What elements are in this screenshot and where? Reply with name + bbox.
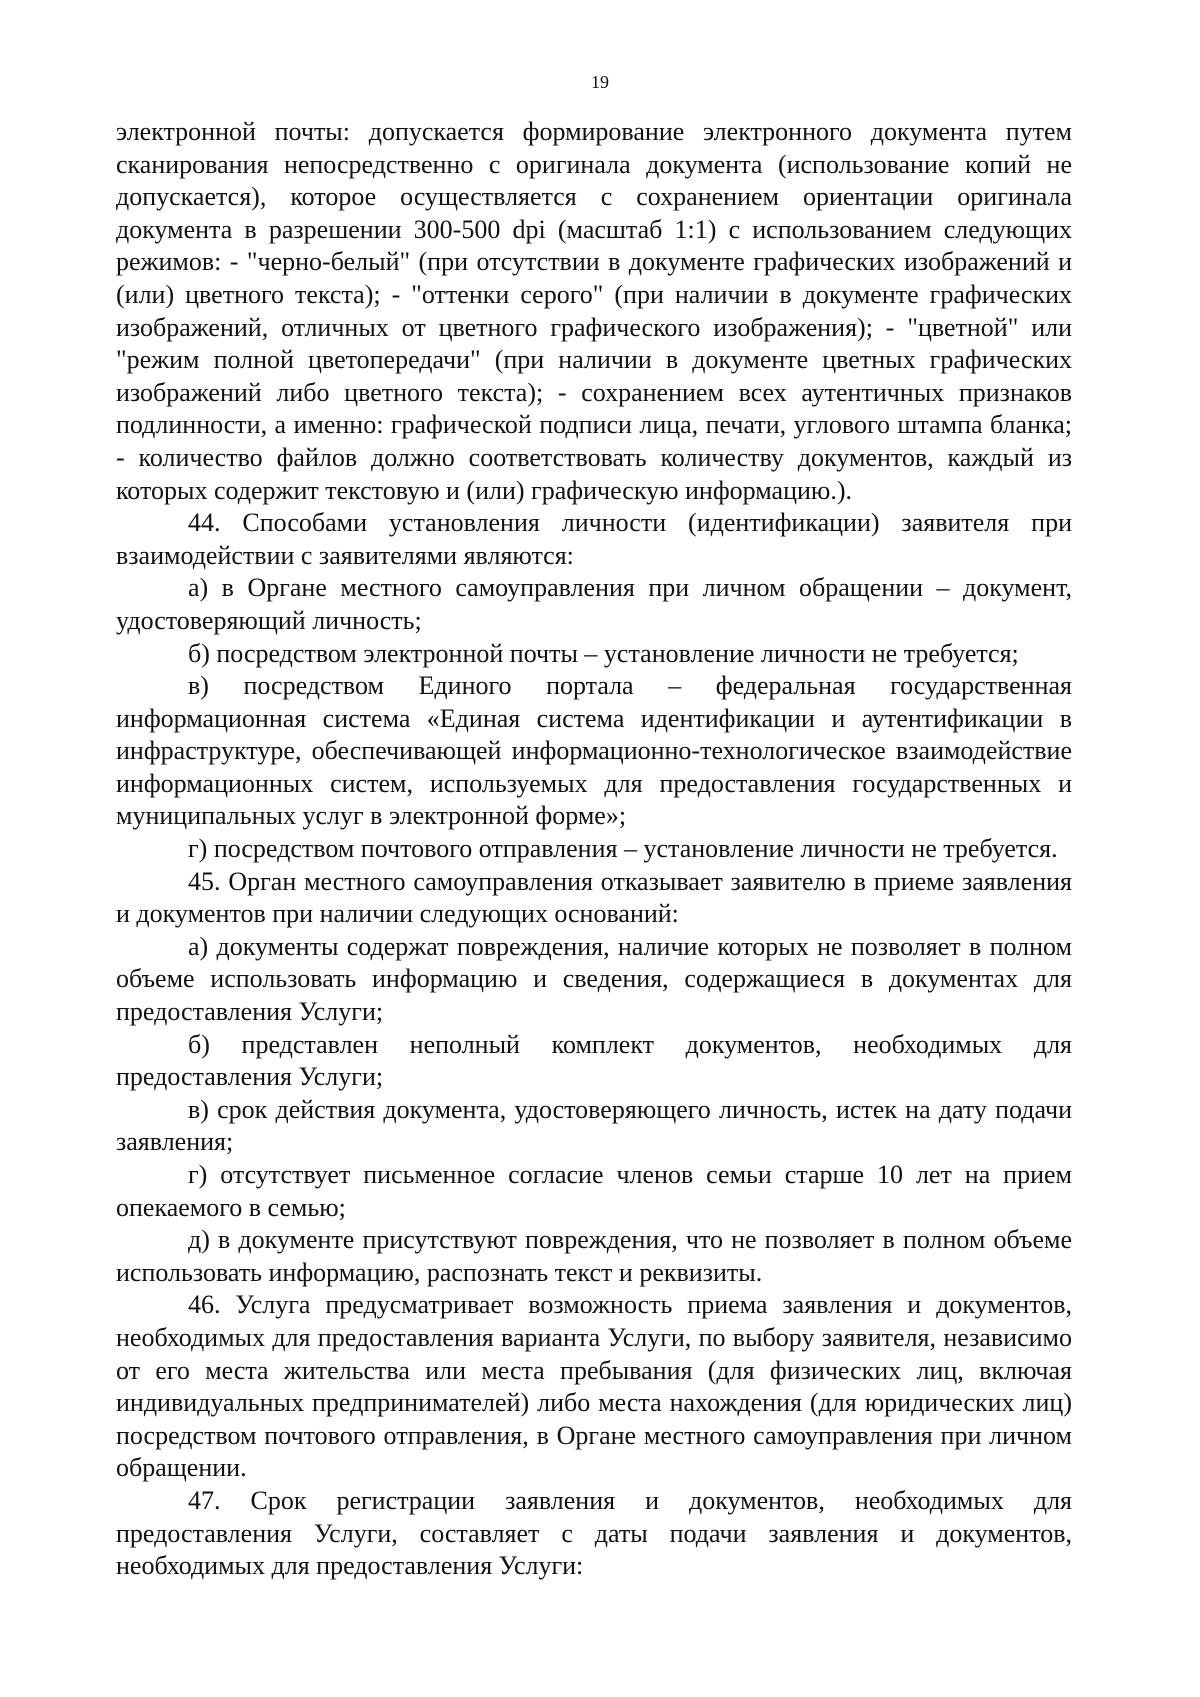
paragraph-44-a: а) в Органе местного самоуправления при личном обращении – документ, удостоверяющий личность;	[116, 573, 1072, 635]
paragraph-45-b: б) представлен неполный комплект документов, необходимых для предоставления Услуги;	[116, 1029, 1072, 1092]
paragraph-44-v: в) посредством Единого портала – федеральная государственная информационная система «Единая система идентификации и аутентификации в инфраструктуре, обеспечивающей информационно-технологическое взаимодействие информационных систем, используемых для предоставления государственных и муниципальных услуг в электронной форме»;	[116, 671, 1072, 831]
page-number: 19	[591, 72, 609, 92]
paragraph-44: 44. Способами установления личности (идентификации) заявителя при взаимодействии с заявителями являются:	[116, 508, 1072, 570]
document-body	[116, 116, 1072, 1583]
paragraph-45: 45. Орган местного самоуправления отказывает заявителю в приеме заявления и документов при наличии следующих оснований:	[116, 866, 1072, 929]
paragraph-45-g: г) отсутствует письменное согласие членов семьи старше 10 лет на прием опекаемого в семью;	[116, 1160, 1072, 1222]
paragraph-47: 47. Срок регистрации заявления и документов, необходимых для предоставления Услуги, составляет с даты подачи заявления и документов, необходимых для предоставления Услуги:	[116, 1485, 1072, 1581]
paragraph-continuation: электронной почты: допускается формирование электронного документа путем сканирования непосредственно с оригинала документа (использование копий не допускается), которое осуществляется с сохранением ориентации оригинала документа в разрешении 300-500 dpi (масштаб 1:1) с использованием следующих режимов: - "черно-белый" (при отсутствии в документе графических изображений и (или) цветного текста); - "оттенки серого" (при наличии в документе графических изображений, отличных от цветного графического изображения); - "цветной" или "режим полной цветопередачи" (при наличии в документе цветных графических изображений либо цветного текста); - сохранением всех аутентичных признаков подлинности, а именно: графической подписи лица, печати, углового штампа бланка; - количество файлов должно соответствовать количеству документов, каждый из которых содержит текстовую и (или) графическую информацию.).	[116, 117, 1072, 505]
paragraph-44-g: г) посредством почтового отправления – установление личности не требуется.	[188, 834, 1058, 864]
paragraph-44-b: б) посредством электронной почты – установление личности не требуется;	[188, 638, 1019, 668]
paragraph-45-v: в) срок действия документа, удостоверяющего личность, истек на дату подачи заявления;	[116, 1094, 1072, 1157]
paragraph-46: 46. Услуга предусматривает возможность приема заявления и документов, необходимых для предоставления варианта Услуги, по выбору заявителя, независимо от его места жительства или места пребывания (для физических лиц, включая индивидуальных предпринимателей) либо места нахождения (для юридических лиц) посредством почтового отправления, в Органе местного самоуправления при личном обращении.	[116, 1290, 1072, 1483]
paragraph-45-d: д) в документе присутствуют повреждения, что не позволяет в полном объеме использовать информацию, распознать текст и реквизиты.	[116, 1225, 1072, 1287]
paragraph-45-a: а) документы содержат повреждения, наличие которых не позволяет в полном объеме использовать информацию и сведения, содержащиеся в документах для предоставления Услуги;	[116, 931, 1072, 1027]
